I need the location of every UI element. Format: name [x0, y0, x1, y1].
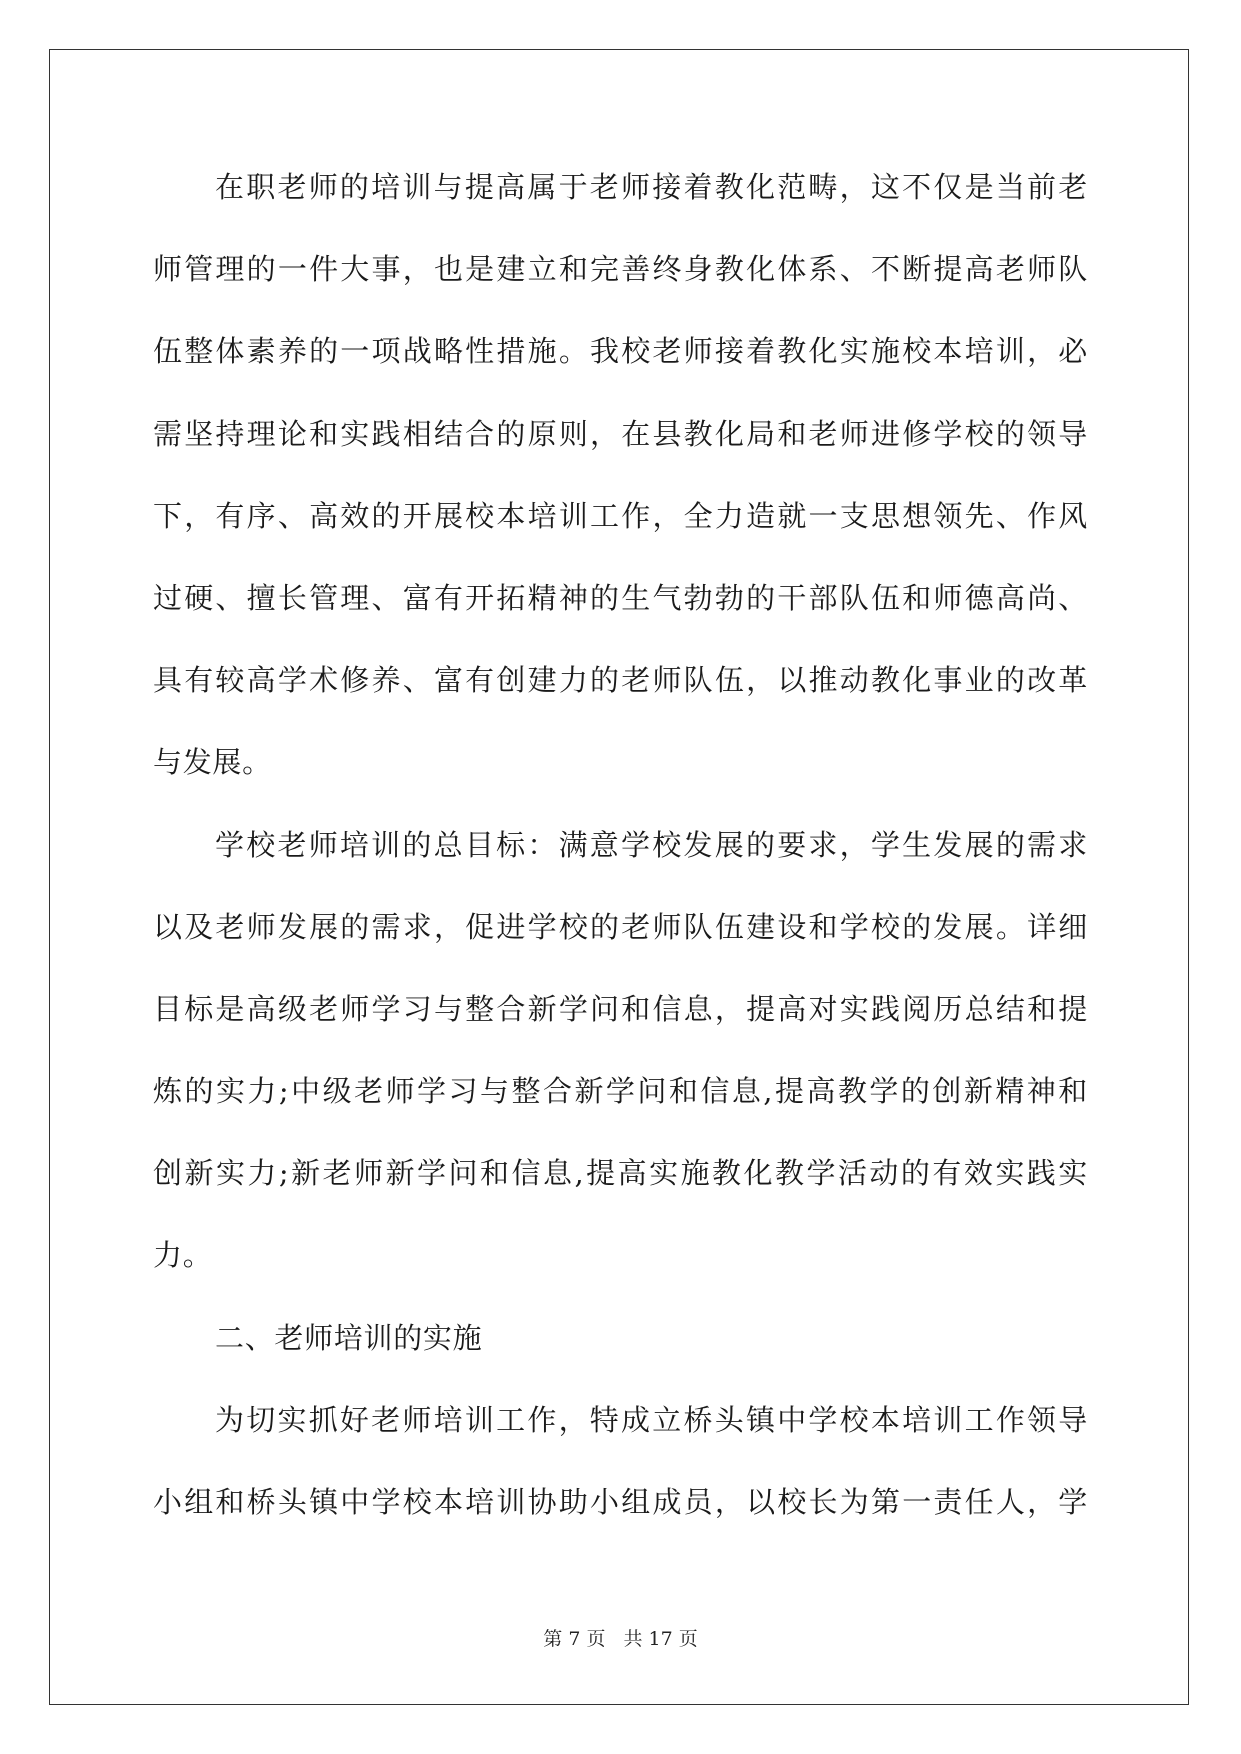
text-line: 师管理的一件大事，也是建立和完善终身教化体系、不断提高老师队: [153, 252, 1088, 287]
text-line: 目标是高级老师学习与整合新学问和信息，提高对实践阅历总结和提: [153, 991, 1088, 1026]
document-body: [153, 160, 1088, 1557]
text-line: 二、老师培训的实施: [215, 1320, 483, 1355]
text-line: 具有较高学术修养、富有创建力的老师队伍，以推动教化事业的改革: [153, 663, 1088, 698]
text-line: 以及老师发展的需求，促进学校的老师队伍建设和学校的发展。详细: [153, 909, 1088, 944]
page-number: 第 7 页: [543, 1628, 606, 1650]
text-line: 小组和桥头镇中学校本培训协助小组成员，以校长为第一责任人，学: [153, 1485, 1088, 1519]
text-line: 过硬、擅长管理、富有开拓精神的生气勃勃的干部队伍和师德高尚、: [153, 580, 1088, 615]
text-line: 下，有序、高效的开展校本培训工作，全力造就一支思想领先、作风: [153, 498, 1088, 533]
page-footer: [0, 1624, 1241, 1651]
text-line: 与发展。: [153, 745, 272, 780]
text-line: 力。: [153, 1238, 213, 1273]
page-total: 共 17 页: [623, 1628, 698, 1650]
text-line: 伍整体素养的一项战略性措施。我校老师接着教化实施校本培训，必: [153, 334, 1088, 369]
text-line: 需坚持理论和实践相结合的原则，在县教化局和老师进修学校的领导: [153, 416, 1088, 451]
text-line: 在职老师的培训与提高属于老师接着教化范畴，这不仅是当前老: [215, 170, 1088, 204]
text-line: 炼的实力;中级老师学习与整合新学问和信息,提高教学的创新精神和: [153, 1074, 1088, 1109]
text-line: 创新实力;新老师新学问和信息,提高实施教化教学活动的有效实践实: [153, 1156, 1088, 1191]
text-line: 学校老师培训的总目标：满意学校发展的要求，学生发展的需求: [215, 827, 1088, 862]
text-line: 为切实抓好老师培训工作，特成立桥头镇中学校本培训工作领导: [215, 1402, 1088, 1437]
